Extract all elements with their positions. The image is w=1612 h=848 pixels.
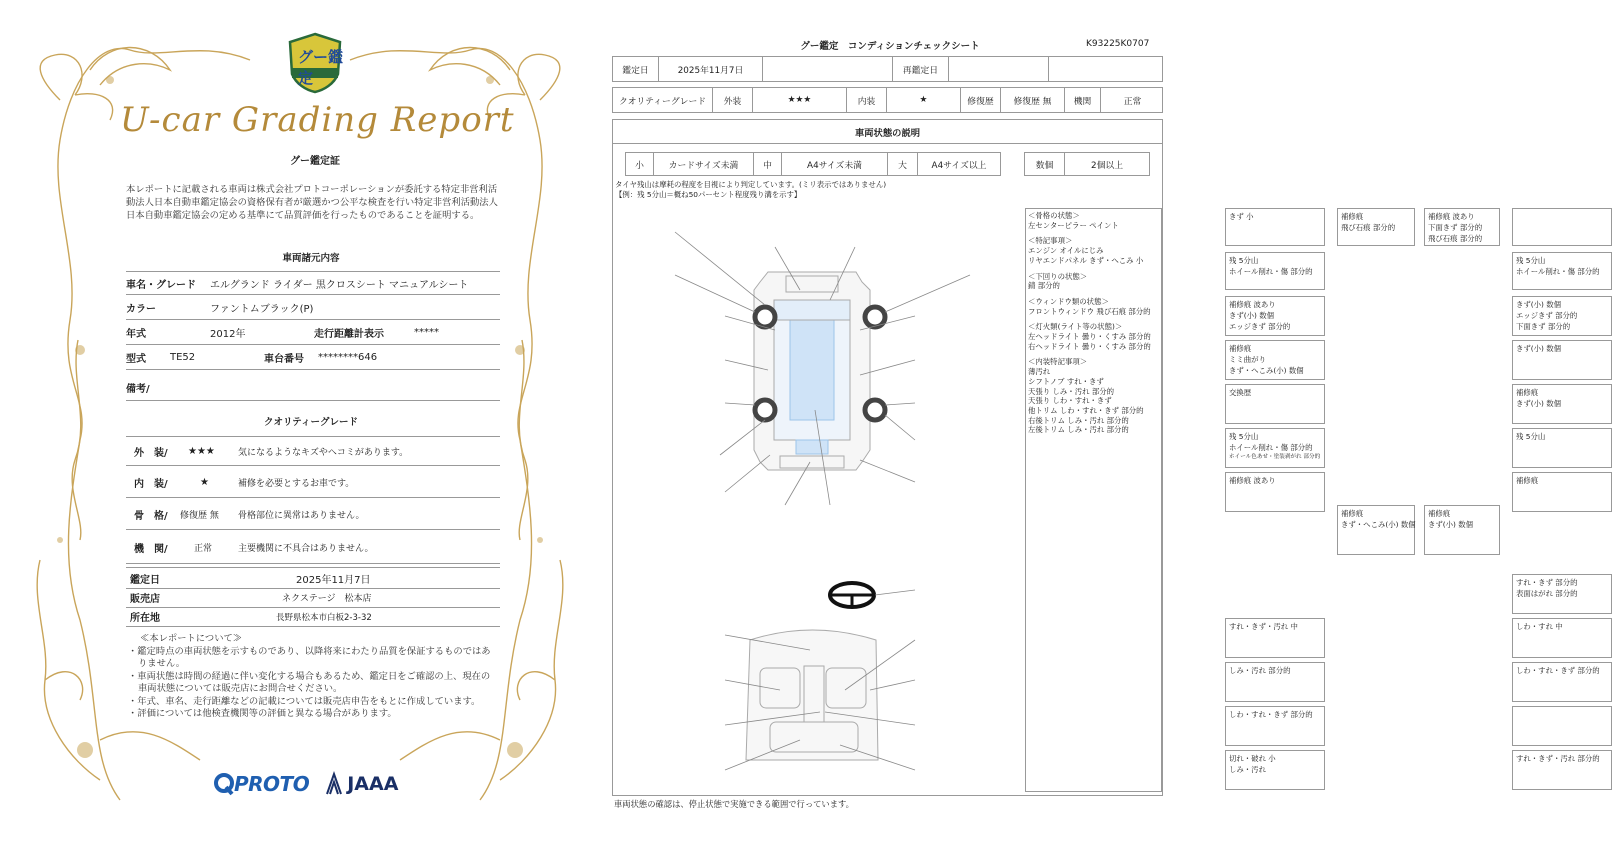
damage-box (1512, 340, 1612, 380)
note-line: ＜灯火類(ライト等の状態)＞ (1028, 322, 1123, 332)
damage-box (1337, 208, 1415, 246)
grade-ext-value: ★★★ (753, 88, 847, 112)
quality-desc: 主要機関に不具合はありません。 (238, 544, 374, 554)
footer-logos (214, 772, 398, 796)
quality-label: 外 装/ (134, 447, 168, 459)
info-label: 所在地 (130, 613, 160, 624)
note-item: ・年式、車名、走行距離などの記載については販売店申告をもとに作成しています。 (128, 695, 481, 707)
damage-text: 補修痕 (1341, 212, 1364, 221)
note-line: ＜内装特記事項＞ (1028, 357, 1088, 367)
note-line: 薄汚れ (1028, 367, 1051, 377)
damage-text: 残 5分山 (1516, 256, 1546, 265)
info-label: 鑑定日 (130, 574, 160, 586)
damage-box (1512, 472, 1612, 512)
interior-box (1512, 750, 1612, 790)
note-line: シフトノブ すれ・きず (1028, 376, 1104, 386)
damage-text: きず・へこみ(小) 数個 (1341, 520, 1416, 529)
grade-engine-label: 機関 (1065, 88, 1101, 112)
spec-row-model (126, 346, 500, 370)
damage-text: 残 5分山 (1516, 432, 1546, 441)
damage-text: しわ・すれ 中 (1516, 622, 1563, 631)
spec-section-title: 車両諸元内容 (282, 253, 340, 264)
proto-q-icon (214, 773, 234, 795)
damage-box (1512, 252, 1612, 290)
jaaa-logo (325, 772, 398, 796)
note-line: ＜下回りの状態＞ (1028, 271, 1088, 281)
certificate-title: グー鑑定証 (290, 156, 340, 167)
damage-box (1424, 505, 1500, 555)
notes-title: ≪本レポートについて≫ (140, 633, 243, 644)
damage-text: ホイール削れ・傷 部分的 (1516, 267, 1600, 276)
damage-box (1225, 252, 1325, 290)
damage-text: すれ・きず・汚れ 中 (1229, 622, 1298, 631)
note-line: 他トリム しわ・すれ・きず 部分的 (1028, 405, 1144, 415)
damage-text: 下面きず 部分的 (1516, 322, 1571, 331)
report-notes (126, 633, 496, 721)
damage-text: 補修痕 (1516, 476, 1539, 485)
damage-text: 飛び石痕 部分的 (1341, 223, 1396, 232)
jaaa-logo-text: JAAA (347, 773, 399, 795)
damage-text: きず 小 (1229, 212, 1254, 221)
size-mid-desc: A4サイズ未満 (782, 153, 888, 175)
interior-box (1225, 706, 1325, 746)
info-value: ネクステージ 松本店 (282, 594, 372, 604)
spec-row-year (126, 321, 500, 345)
quality-desc: 補修を必要とするお車です。 (238, 479, 355, 489)
damage-text: 補修痕 波あり (1229, 476, 1276, 485)
tire-note-line: 【例：残 5分山＝概ね50パーセント程度残り溝を示す】 (615, 190, 802, 199)
note-line: 天張り しみ・汚れ 部分的 (1028, 386, 1114, 396)
grading-report-page (0, 0, 600, 848)
grade-repair-label: 修復歴 (961, 88, 1001, 112)
date-value: 2025年11月7日 (659, 57, 763, 81)
sheet-footer: 車両状態の確認は、停止状態で実施できる範囲で行っています。 (614, 799, 854, 809)
size-mid: 中 (754, 153, 782, 175)
spec-label: 走行距離計表示 (314, 329, 384, 340)
quality-label: 骨 格/ (134, 511, 168, 522)
redate-label: 再鑑定日 (893, 57, 949, 81)
spec-row-name (126, 271, 500, 295)
damage-box (1225, 208, 1325, 246)
grade-engine-value: 正常 (1123, 96, 1142, 107)
damage-text: しわ・すれ・きず 部分的 (1516, 666, 1600, 675)
side-notes (1025, 208, 1162, 792)
note-line: ＜骨格の状態＞ (1028, 211, 1080, 220)
info-row-dealer (126, 588, 500, 608)
quality-label: 内 装/ (134, 479, 168, 490)
size-small: 小 (626, 153, 654, 175)
jaaa-mark-icon (325, 772, 343, 796)
note-line: 天張り しわ・すれ・きず (1028, 396, 1112, 406)
count-desc: 2個以上 (1091, 160, 1123, 171)
document-id: K93225K0707 (1086, 39, 1150, 49)
quality-stars: ★★★ (188, 445, 215, 457)
tire-note-line: タイヤ残山は摩耗の程度を目視により判定しています。(ミリ表示ではありません) (615, 180, 887, 189)
steering-damage-box (1512, 574, 1612, 614)
damage-text: 残 5分山 (1229, 256, 1259, 265)
note-line: ＜ウィンドウ類の状態＞ (1028, 296, 1109, 306)
quality-row-engine (126, 532, 500, 564)
damage-text: 補修痕 (1428, 509, 1451, 518)
damage-text: 表面はがれ 部分的 (1516, 589, 1578, 598)
grade-repair-value: 修復歴 無 (1001, 88, 1065, 112)
interior-box (1225, 750, 1325, 790)
spec-label: 車台番号 (264, 354, 304, 365)
grade-int-value: ★ (887, 88, 961, 112)
quality-desc: 気になるようなキズやヘコミがあります。 (238, 447, 409, 458)
damage-text: 補修痕 波あり (1428, 212, 1475, 221)
damage-box (1225, 340, 1325, 380)
quality-row-interior (126, 468, 500, 498)
damage-box (1337, 505, 1415, 555)
damage-box (1512, 428, 1612, 468)
note-line: フロントウィンドウ 飛び石痕 部分的 (1028, 306, 1151, 316)
damage-text: 飛び石痕 部分的 (1428, 234, 1483, 243)
spec-row-color (126, 296, 500, 320)
goo-kantei-emblem (286, 32, 344, 94)
spec-value: ***** (414, 327, 439, 338)
quality-stars: ★ (200, 477, 209, 488)
info-value: 長野県松本市白板2-3-32 (276, 612, 372, 623)
damage-text: 補修痕 (1341, 509, 1364, 518)
spec-value: ファントムブラック(P) (210, 304, 314, 315)
damage-text: ホイール削れ・傷 部分的 (1229, 267, 1313, 276)
quality-value: 正常 (194, 544, 213, 554)
sheet-title: グー鑑定 コンディションチェックシート (800, 41, 980, 52)
note-line: 左センターピラー ペイント (1028, 220, 1119, 230)
certificate-body: 本レポートに記載される車両は株式会社プロトコーポレーションが委託する特定非営利活動法人日本自動車鑑定協会の資格保有者が厳選かつ公平な検査を行い特定非営利活動法人日本自動車鑑定協会の定める基準にて品質評価を行ったものであることを証明する。 (126, 184, 498, 221)
damage-box (1225, 384, 1325, 424)
quality-label: 機 関/ (134, 544, 168, 555)
interior-box (1225, 662, 1325, 702)
emblem-text: グー鑑定 (298, 48, 344, 87)
condition-title: 車両状態の説明 (613, 120, 1162, 144)
note-line: エンジン オイルにじみ (1028, 246, 1104, 256)
interior-box-empty (1512, 706, 1612, 746)
spec-value: TE52 (170, 352, 196, 363)
damage-text: ホイール削れ・傷 部分的 (1229, 443, 1313, 452)
damage-text: きず(小) 数個 (1516, 300, 1562, 309)
note-line: 左後トリム しみ・汚れ 部分的 (1028, 425, 1129, 435)
report-title: U-car Grading Report (120, 100, 515, 140)
damage-text: きず(小) 数個 (1428, 520, 1474, 529)
info-label: 販売店 (130, 594, 160, 605)
damage-text: 交換歴 (1229, 388, 1252, 397)
damage-text: しみ・汚れ (1229, 765, 1266, 774)
spec-value: 2012年 (210, 329, 246, 340)
damage-text: しみ・汚れ 部分的 (1229, 666, 1291, 675)
quality-row-exterior (126, 436, 500, 466)
spec-label: 年式 (126, 329, 146, 340)
spec-label: 型式 (126, 354, 146, 365)
damage-text: 補修痕 (1229, 344, 1252, 353)
damage-text: ミミ曲がり (1229, 355, 1266, 364)
damage-text: きず(小) 数個 (1229, 311, 1275, 320)
note-item: ・鑑定時点の車両状態を示すものであり、以降将来にわたり品質を保証するものではありません。 (128, 645, 491, 669)
date-label: 鑑定日 (613, 57, 659, 81)
quality-row-frame (126, 500, 500, 530)
damage-box-empty (1512, 208, 1612, 246)
damage-text: エッジきず 部分的 (1229, 322, 1291, 331)
spec-row-remarks (126, 375, 500, 401)
damage-text: エッジきず 部分的 (1516, 311, 1578, 320)
note-line: 左ヘッドライト 曇り・くすみ 部分的 (1028, 332, 1151, 342)
damage-box (1225, 472, 1325, 512)
info-row-date (126, 567, 500, 589)
damage-box (1512, 384, 1612, 424)
info-row-address (126, 607, 500, 627)
damage-text: しわ・すれ・きず 部分的 (1229, 710, 1313, 719)
grade-label: クオリティーグレード (613, 88, 713, 112)
note-line: ＜特記事項＞ (1028, 236, 1073, 246)
proto-logo (214, 772, 309, 796)
damage-box (1512, 296, 1612, 336)
grade-int-label: 内装 (847, 88, 887, 112)
note-line: リヤエンドパネル きず・へこみ 小 (1028, 255, 1144, 265)
note-line: 右ヘッドライト 曇り・くすみ 部分的 (1028, 341, 1151, 351)
spec-label: カラー (126, 304, 156, 315)
spec-label: 車名・グレード (126, 279, 196, 291)
note-item: ・車両状態は時間の経過に伴い変化する場合もあるため、鑑定日をご確認の上、現在の車両状態については販売店にお問合せください。 (128, 670, 491, 694)
size-large-desc: A4サイズ以上 (931, 160, 987, 171)
damage-text: 残 5分山 (1229, 432, 1259, 441)
spec-value: エルグランド ライダー 黒クロスシート マニュアルシート (210, 279, 469, 291)
info-value: 2025年11月7日 (296, 574, 371, 586)
proto-logo-text: PROTO (234, 772, 310, 796)
spec-value: ********646 (318, 352, 378, 363)
grade-ext-label: 外装 (713, 88, 753, 112)
condition-check-sheet (600, 0, 1600, 848)
damage-text: 補修痕 波あり (1229, 300, 1276, 309)
quality-desc: 骨格部位に異常はありません。 (238, 511, 365, 521)
interior-box (1512, 618, 1612, 658)
spec-label: 備考/ (126, 384, 150, 395)
size-large: 大 (888, 153, 918, 175)
note-line: 右後トリム しみ・汚れ 部分的 (1028, 415, 1129, 425)
damage-text: きず・へこみ(小) 数個 (1229, 366, 1304, 375)
quality-section-title: クオリティーグレード (263, 417, 359, 428)
damage-text: すれ・きず 部分的 (1516, 578, 1578, 587)
damage-box (1424, 208, 1500, 246)
note-item: ・評価については他検査機関等の評価と異なる場合があります。 (128, 708, 397, 719)
damage-text: 下面きず 部分的 (1428, 223, 1483, 232)
damage-text: きず(小) 数個 (1516, 399, 1562, 408)
quality-value: 修復歴 無 (180, 511, 219, 521)
damage-text: 切れ・破れ 小 (1229, 754, 1276, 763)
count-label: 数個 (1025, 153, 1065, 175)
interior-box (1225, 618, 1325, 658)
note-line: 錆 部分的 (1028, 281, 1060, 291)
steering-wheel-icon (830, 583, 874, 607)
damage-text: ホイール色あせ・塗装剥がれ 部分的 (1229, 454, 1321, 460)
damage-box (1225, 296, 1325, 336)
damage-text: すれ・きず・汚れ 部分的 (1516, 754, 1600, 763)
damage-box (1225, 428, 1325, 468)
size-small-desc: カードサイズ未満 (654, 153, 754, 175)
damage-text: 補修痕 (1516, 388, 1539, 397)
damage-text: きず(小) 数個 (1516, 344, 1562, 353)
interior-box (1512, 662, 1612, 702)
